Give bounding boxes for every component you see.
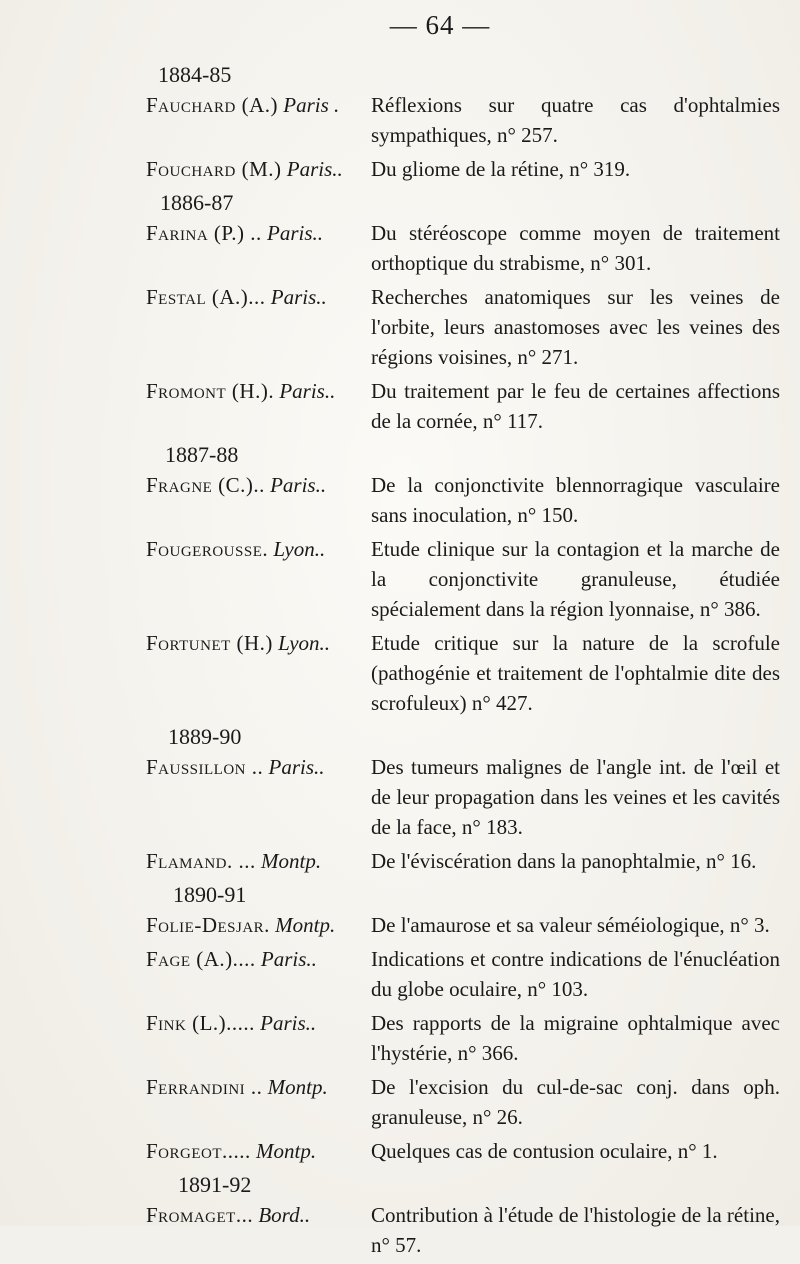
university-city: Bord.. <box>258 1203 311 1227</box>
year-heading: 1890-91 <box>173 882 247 907</box>
university-city: Paris.. <box>279 379 336 403</box>
author-column <box>0 534 371 624</box>
thesis-entry <box>0 376 800 436</box>
author-name: Fragne (C.).. <box>146 473 265 497</box>
author-name: Forgeot..... <box>146 1139 251 1163</box>
author-name: Fauchard (A.) <box>146 93 279 117</box>
university-city: Montp. <box>275 913 336 937</box>
university-city: Paris.. <box>267 221 324 245</box>
author-column <box>0 376 371 436</box>
thesis-entry <box>0 1072 800 1132</box>
thesis-entry <box>0 218 800 278</box>
thesis-title: Des tumeurs malignes de l'angle int. de l'œil et de leur propagation dans les veines et les cavités de la face, n° 183. <box>371 755 780 839</box>
thesis-title: Indications et contre indications de l'énucléation du globe oculaire, n° 103. <box>371 947 780 1001</box>
author-column <box>0 944 371 1004</box>
thesis-title: De l'éviscération dans la panophtalmie, n° 16. <box>371 849 757 873</box>
page-number: — 64 — <box>389 10 491 40</box>
thesis-title: Du traitement par le feu de certaines affections de la cornée, n° 117. <box>371 379 780 433</box>
thesis-title: De la conjonctivite blennorragique vasculaire sans inoculation, n° 150. <box>371 473 780 527</box>
author-name: Flamand. ... <box>146 849 256 873</box>
thesis-title: Etude critique sur la nature de la scrofule (pathogénie et traitement de l'ophtalmie dite des scrofuleux) n° 427. <box>371 631 780 715</box>
author-name: Fink (L.)..... <box>146 1011 255 1035</box>
thesis-entry <box>0 1200 800 1260</box>
thesis-entry <box>0 534 800 624</box>
author-name: Festal (A.)... <box>146 285 266 309</box>
university-city: Paris . <box>283 93 340 117</box>
author-name: Fougerousse. <box>146 537 269 561</box>
thesis-title: Contribution à l'étude de l'histologie de la rétine, n° 57. <box>371 1203 780 1257</box>
university-city: Lyon.. <box>273 537 326 561</box>
thesis-title: Du stéréoscope comme moyen de traitement orthoptique du strabisme, n° 301. <box>371 221 780 275</box>
year-heading: 1889-90 <box>168 724 242 749</box>
university-city: Paris.. <box>270 473 327 497</box>
author-column <box>0 752 371 842</box>
author-name: Folie-Desjar. <box>146 913 270 937</box>
year-heading: 1887-88 <box>165 442 239 467</box>
university-city: Montp. <box>256 1139 317 1163</box>
author-name: Fouchard (M.) <box>146 157 282 181</box>
author-column <box>0 470 371 530</box>
thesis-list <box>0 58 800 1264</box>
university-city: Paris.. <box>270 285 327 309</box>
thesis-entry <box>0 944 800 1004</box>
university-city: Paris.. <box>260 947 317 971</box>
author-name: Farina (P.) .. <box>146 221 262 245</box>
university-city: Paris.. <box>286 157 343 181</box>
author-column <box>0 1072 371 1132</box>
year-heading: 1891-92 <box>178 1172 252 1197</box>
thesis-title: De l'amaurose et sa valeur séméiologique, n° 3. <box>371 913 770 937</box>
thesis-title: Réflexions sur quatre cas d'ophtalmies sympathiques, n° 257. <box>371 93 780 147</box>
thesis-entry <box>0 282 800 372</box>
thesis-entry <box>0 628 800 718</box>
author-name: Faussillon .. <box>146 755 264 779</box>
author-name: Fortunet (H.) <box>146 631 273 655</box>
thesis-entry <box>0 752 800 842</box>
author-column <box>0 154 371 184</box>
author-name: Fage (A.).... <box>146 947 256 971</box>
author-name: Fromont (H.). <box>146 379 275 403</box>
thesis-title: De l'excision du cul-de-sac conj. dans oph. granuleuse, n° 26. <box>371 1075 780 1129</box>
thesis-entry <box>0 154 800 184</box>
university-city: Paris.. <box>260 1011 317 1035</box>
thesis-title: Du gliome de la rétine, n° 319. <box>371 157 631 181</box>
thesis-entry <box>0 90 800 150</box>
author-column <box>0 1008 371 1068</box>
author-name: Ferrandini .. <box>146 1075 263 1099</box>
author-name: Fromaget... <box>146 1203 254 1227</box>
university-city: Lyon.. <box>278 631 331 655</box>
thesis-entry <box>0 1136 800 1166</box>
thesis-entry <box>0 1008 800 1068</box>
author-column <box>0 1200 371 1260</box>
author-column <box>0 846 371 876</box>
author-column <box>0 218 371 278</box>
thesis-title: Etude clinique sur la contagion et la marche de la conjonctivite granuleuse, étudiée spécialement dans la région lyonnaise, n° 386. <box>371 537 780 621</box>
thesis-title: Des rapports de la migraine ophtalmique avec l'hystérie, n° 366. <box>371 1011 780 1065</box>
thesis-entry <box>0 846 800 876</box>
thesis-entry <box>0 910 800 940</box>
author-column <box>0 282 371 372</box>
year-heading: 1886-87 <box>160 190 234 215</box>
university-city: Paris.. <box>268 755 325 779</box>
university-city: Montp. <box>267 1075 328 1099</box>
author-column <box>0 90 371 150</box>
university-city: Montp. <box>261 849 322 873</box>
author-column <box>0 1136 371 1166</box>
thesis-entry <box>0 470 800 530</box>
author-column <box>0 910 371 940</box>
thesis-title: Quelques cas de contusion oculaire, n° 1. <box>371 1139 718 1163</box>
author-column <box>0 628 371 718</box>
thesis-title: Recherches anatomiques sur les veines de l'orbite, leurs anastomoses avec les veines des régions voisines, n° 271. <box>371 285 780 369</box>
year-heading: 1884-85 <box>158 62 232 87</box>
